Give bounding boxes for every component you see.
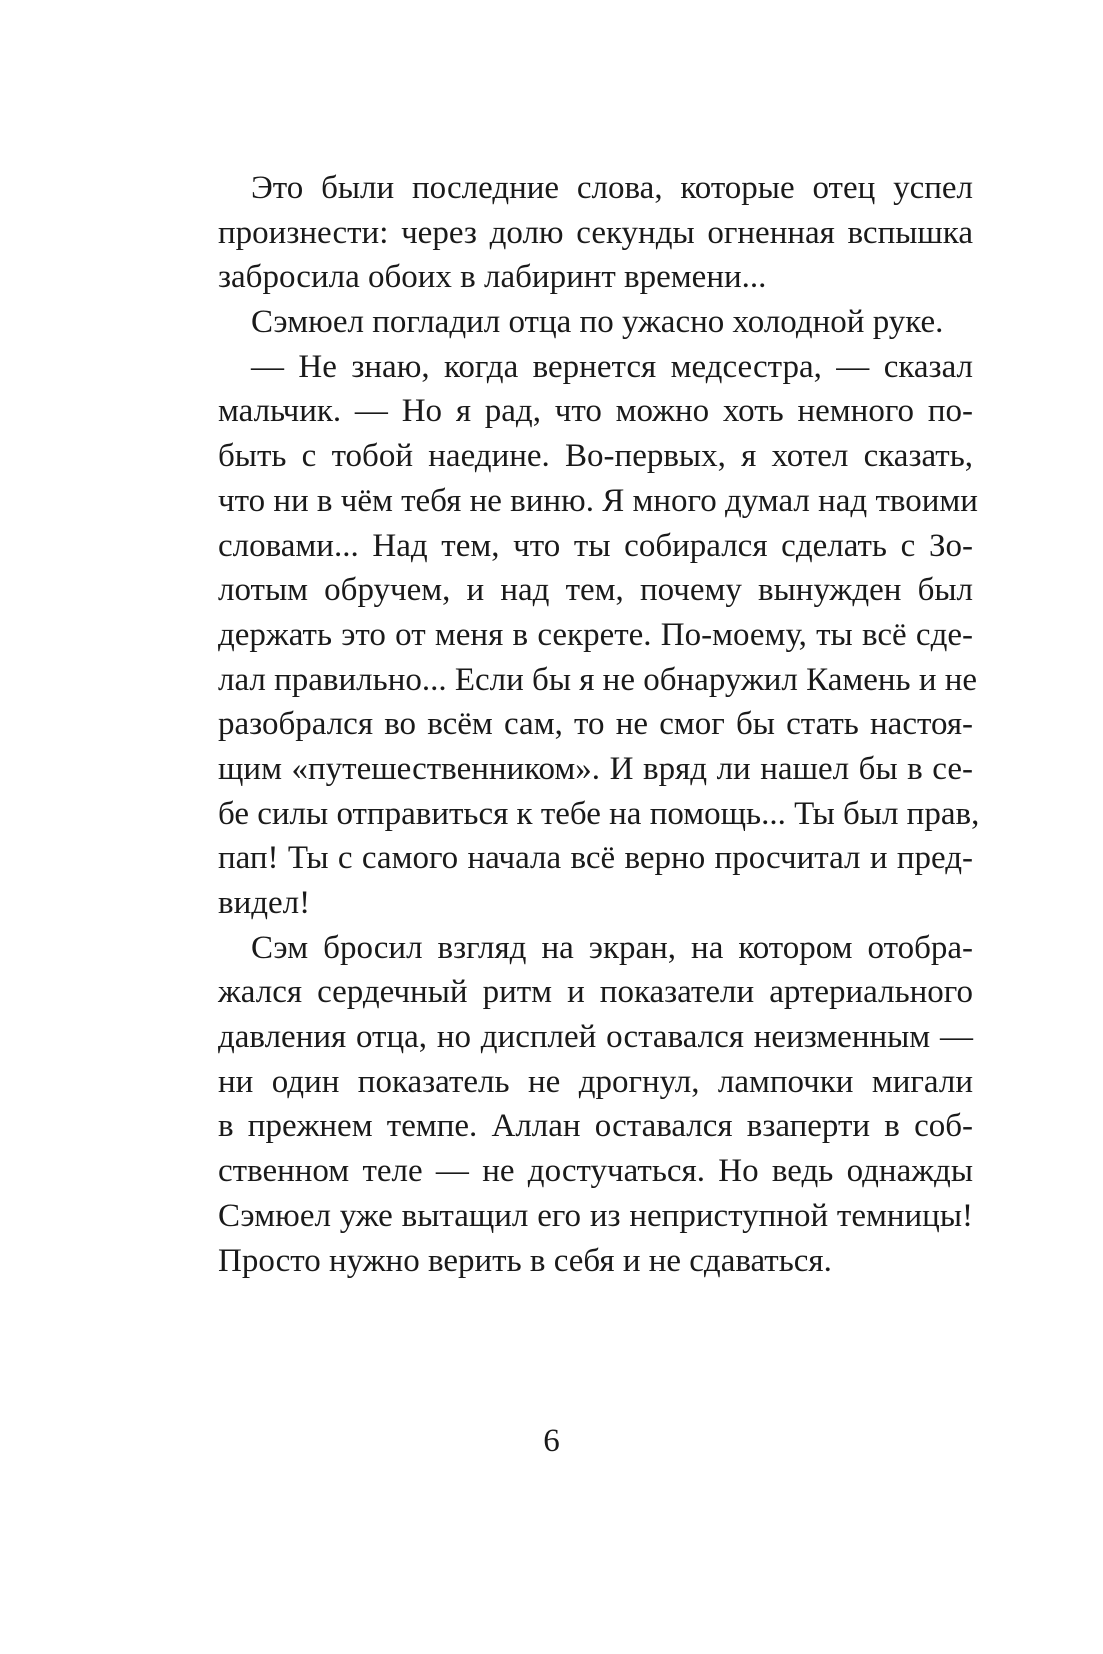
text-line: разобрался во всём сам, то не смог бы стать настоя- <box>218 706 973 743</box>
text-line: давления отца, но дисплей оставался неизменным — <box>218 1019 973 1056</box>
body-text <box>218 166 980 1283</box>
text-line: видел! <box>218 885 311 921</box>
text-line: ственном теле — не достучаться. Но ведь однажды <box>218 1153 973 1190</box>
text-line: щим «путешественником». И вряд ли нашел бы в се- <box>218 750 973 787</box>
text-line: лотым обручем, и над тем, почему вынужден был <box>218 572 973 609</box>
text-line: произнести: через долю секунды огненная вспышка <box>218 214 973 251</box>
text-line: лал правильно... Если бы я не обнаружил Камень и не <box>218 661 978 698</box>
text-line: пап! Ты с самого начала всё верно просчитал и пред- <box>218 840 973 877</box>
page-number: 6 <box>543 1423 560 1459</box>
text-line: забросила обоих в лабиринт времени... <box>218 259 767 296</box>
text-line: держать это от меня в секрете. По-моему, ты всё сде- <box>218 616 973 653</box>
text-line: что ни в чём тебя не виню. Я много думал над твоими <box>218 482 978 519</box>
text-line: Сэмюел погладил отца по ужасно холодной руке. <box>251 304 944 341</box>
text-line: мальчик. — Но я рад, что можно хоть немного по- <box>218 393 973 430</box>
text-line: Это были последние слова, которые отец успел <box>251 170 973 206</box>
text-line: — Не знаю, когда вернется медсестра, — сказал <box>251 348 973 385</box>
text-line: в прежнем темпе. Аллан оставался взаперти в соб- <box>218 1108 973 1145</box>
text-line: Сэмюел уже вытащил его из неприступной темницы! <box>218 1197 973 1234</box>
text-line: Просто нужно верить в себя и не сдаваться. <box>218 1242 832 1279</box>
text-line: Сэм бросил взгляд на экран, на котором отобра- <box>251 929 973 966</box>
text-line: ни один показатель не дрогнул, лампочки мигали <box>218 1063 973 1100</box>
text-line: словами... Над тем, что ты собирался сделать с Зо- <box>218 527 973 564</box>
text-line: жался сердечный ритм и показатели артериального <box>218 974 973 1011</box>
text-line: бе силы отправиться к тебе на помощь... Ты был прав, <box>218 795 980 832</box>
text-line: быть с тобой наедине. Во-первых, я хотел сказать, <box>218 438 973 475</box>
